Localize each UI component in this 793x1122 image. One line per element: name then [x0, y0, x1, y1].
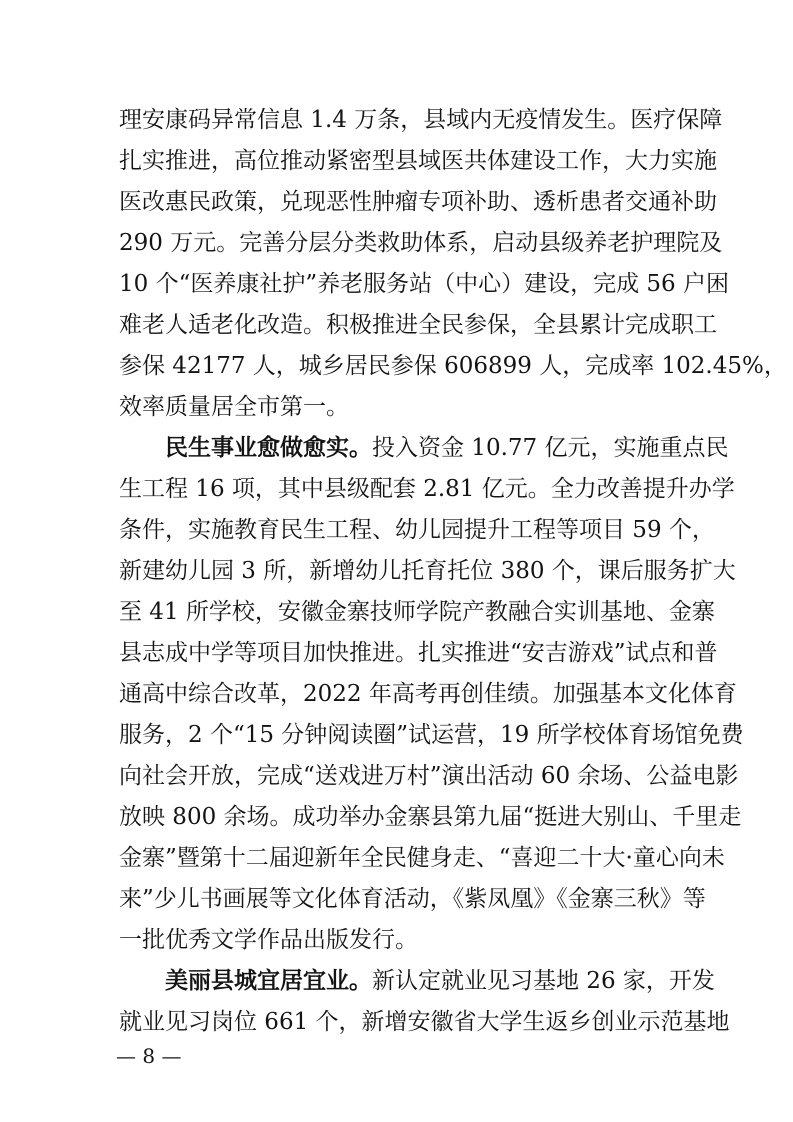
paragraph-2-line-1-text: 投入资金 10.77 亿元，实施重点民 [372, 435, 729, 461]
paragraph-2-line-3: 条件，实施教育民生工程、幼儿园提升工程等项目 59 个， [119, 517, 715, 543]
paragraph-2-line-9: 向社会开放，完成“送戏进万村”演出活动 60 余场、公益电影 [119, 763, 739, 789]
paragraph-2-line-12: 来”少儿书画展等文化体育活动，《紫凤凰》《金寨三秋》等 [119, 886, 706, 912]
paragraph-1-line-6: 难老人适老化改造。积极推进全民参保，全县累计完成职工 [119, 312, 717, 338]
paragraph-1-line-7: 参保 42177 人，城乡居民参保 606899 人，完成率 102.45%， [119, 353, 787, 379]
section-heading: 美丽县城宜居宜业。 [165, 967, 372, 994]
paragraph-3-line-2: 就业见习岗位 661 个，新增安徽省大学生返乡创业示范基地 [119, 1009, 730, 1035]
paragraph-2-line-1 [165, 428, 729, 468]
paragraph-2-line-10: 放映 800 余场。成功举办金寨县第九届“挺进大别山、千里走 [119, 804, 742, 830]
paragraph-2-line-4: 新建幼儿园 3 所，新增幼儿托育托位 380 个，课后服务扩大 [119, 558, 736, 584]
paragraph-2-line-11: 金寨”暨第十二届迎新年全民健身走、“喜迎二十大·童心向未 [119, 845, 725, 871]
page-number: — 8 — [116, 1044, 182, 1068]
paragraph-3-line-1 [165, 961, 715, 1001]
paragraph-2-line-2: 生工程 16 项，其中县级配套 2.81 亿元。全力改善提升办学 [119, 476, 735, 502]
paragraph-2-line-6: 县志成中学等项目加快推进。扎实推进“安吉游戏”试点和普 [119, 640, 718, 666]
paragraph-1-line-2: 扎实推进，高位推动紧密型县域医共体建设工作，大力实施 [119, 148, 717, 174]
section-heading: 民生事业愈做愈实。 [165, 434, 372, 461]
paragraph-1-line-3: 医改惠民政策，兑现恶性肿瘤专项补助、透析患者交通补助 [119, 189, 717, 215]
paragraph-2-line-8: 服务，2 个“15 分钟阅读圈”试运营，19 所学校体育场馆免费 [119, 722, 744, 748]
paragraph-2-line-7: 通高中综合改革，2022 年高考再创佳绩。加强基本文化体育 [119, 681, 737, 707]
paragraph-1-line-5: 10 个“医养康社护”养老服务站（中心）建设，完成 56 户困 [119, 271, 729, 297]
paragraph-2-line-13: 一批优秀文学作品出版发行。 [119, 927, 418, 953]
paragraph-1-line-1: 理安康码异常信息 1.4 万条，县域内无疫情发生。医疗保障 [119, 107, 723, 133]
paragraph-1-line-8: 效率质量居全市第一。 [119, 394, 349, 420]
paragraph-2-line-5: 至 41 所学校，安徽金寨技师学院产教融合实训基地、金寨 [119, 599, 715, 625]
paragraph-3-line-1-text: 新认定就业见习基地 26 家，开发 [372, 968, 715, 994]
paragraph-1-line-4: 290 万元。完善分层分类救助体系，启动县级养老护理院及 [119, 230, 723, 256]
